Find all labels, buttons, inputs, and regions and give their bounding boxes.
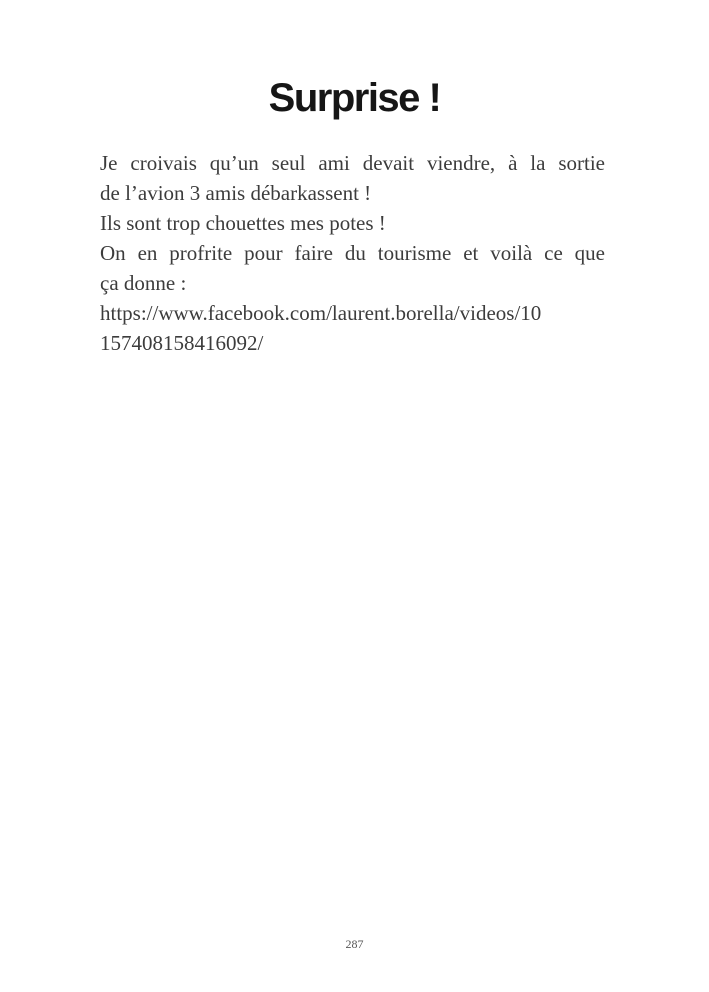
facebook-url-line: 157408158416092/ [100,331,264,355]
sentence-line: ça donne : [100,271,187,295]
sentence-line: Ils sont trop chouettes mes potes ! [100,211,386,235]
sentence-line: de l’avion 3 amis débarkassent ! [100,181,372,205]
facebook-url-line: https://www.facebook.com/laurent.borella/videos/10 [100,301,542,325]
chapter-title: Surprise ! [268,76,441,120]
page-number: 287 [345,937,364,951]
sentence-line: Je croivais qu’un seul ami devait viendre, à la sortie [100,151,605,175]
body-text [100,148,605,358]
sentence-line: On en profrite pour faire du tourisme et voilà ce que [100,241,605,265]
